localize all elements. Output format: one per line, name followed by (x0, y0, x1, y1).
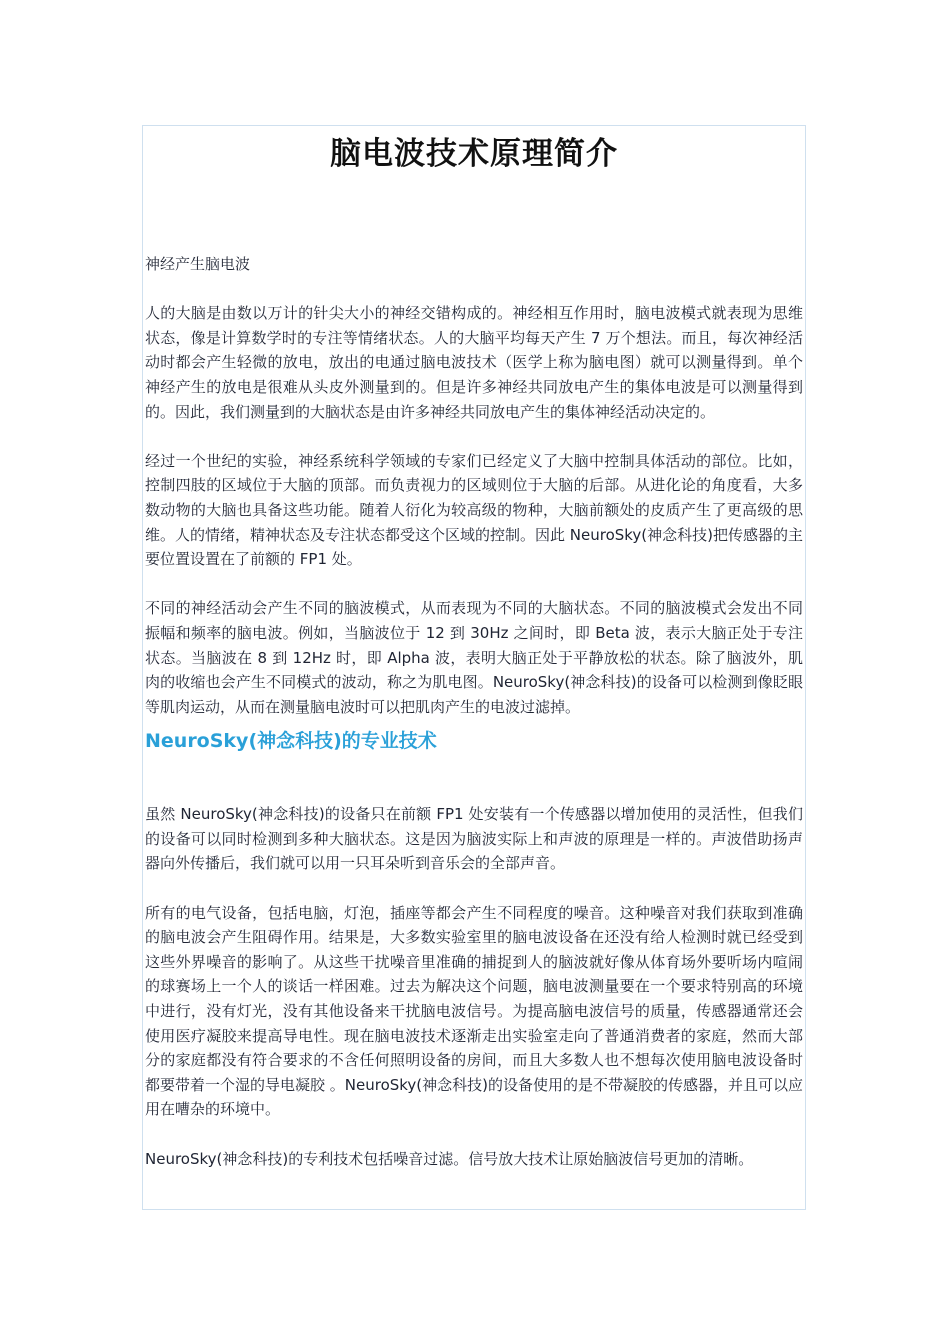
paragraph-patent: NeuroSky(神念科技)的专利技术包括噪音过滤。信号放大技术让原始脑波信号更加的清晰。 (145, 1149, 754, 1168)
paragraph-gap (145, 572, 803, 597)
section-heading-neurosky-tech: NeuroSky(神念科技)的专业技术 (145, 730, 437, 753)
paragraph-gap (145, 424, 803, 449)
heading-gap (145, 758, 803, 802)
paragraph-noise: 所有的电气设备，包括电脑，灯泡，插座等都会产生不同程度的噪音。这种噪音对我们获取到准确的脑电波会产生阻碍作用。结果是，大多数实验室里的脑电波设备在还没有给人检测时就已经受到这些外界噪音的影响了。从这些干扰噪音里准确的捕捉到人的脑波就好像从体育场外要听场内喧闹的球赛场上一个人的谈话一样困难。过去为解决这个问题，脑电波测量要在一个要求特别高的环境中进行，没有灯光，没有其他设备来干扰脑电波信号。为提高脑电波信号的质量，传感器通常还会使用医疗凝胶来提高导电性。现在脑电波技术逐渐走出实验室走向了普通消费者的家庭，然而大部分的家庭都没有符合要求的不含任何照明设备的房间，而且大多数人也不想每次使用脑电波设备时都要带着一个湿的导电凝胶 。NeuroSky(神念科技)的设备使用的是不带凝胶的传感器，并且可以应用在嘈杂的环境中。 (145, 903, 803, 1119)
paragraph-gap (145, 876, 803, 901)
paragraph-wave-patterns: 不同的神经活动会产生不同的脑波模式，从而表现为不同的大脑状态。不同的脑波模式会发出不同振幅和频率的脑电波。例如，当脑波位于 12 到 30Hz 之间时，即 Beta 波，表示大脑正处于专注状态。当脑波在 8 到 12Hz 时，即 Alpha 波，表明大脑正处于平静放松的状态。除了脑波外，肌肉的收缩也会产生不同模式的波动，称之为肌电图。NeuroSky(神念科技)的设备可以检测到像眨眼等肌肉运动，从而在测量脑电波时可以把肌肉产生的电波过滤掉。 (145, 599, 803, 716)
document-page (142, 125, 806, 1210)
paragraph-brain-neurons: 人的大脑是由数以万计的针尖大小的神经交错构成的。神经相互作用时，脑电波模式就表现为思维状态，像是计算数学时的专注等情绪状态。人的大脑平均每天产生 7 万个想法。而且，每次神经活动时都会产生轻微的放电，放出的电通过脑电波技术（医学上称为脑电图）就可以测量得到。单个神经产生的放电是很难从头皮外测量到的。但是许多神经共同放电产生的集体电波是可以测量得到的。因此，我们测量到的大脑状态是由许多神经共同放电产生的集体神经活动决定的。 (145, 304, 803, 421)
section-label-neural-waves: 神经产生脑电波 (145, 255, 251, 273)
document-title: 脑电波技术原理简介 (330, 136, 618, 172)
paragraph-brain-regions: 经过一个世纪的实验，神经系统科学领域的专家们已经定义了大脑中控制具体活动的部位。比如，控制四肢的区域位于大脑的顶部。而负责视力的区域则位于大脑的后部。从进化论的角度看，大多数动物的大脑也具备这些功能。随着人衍化为较高级的物种，大脑前额处的皮质产生了更高级的思维。人的情绪，精神状态及专注状态都受这个区域的控制。因此 NeuroSky(神念科技)把传感器的主要位置设置在了前额的 FP1 处。 (145, 451, 803, 569)
paragraph-gap (145, 1122, 803, 1147)
paragraph-single-sensor: 虽然 NeuroSky(神念科技)的设备只在前额 FP1 处安装有一个传感器以增加使用的灵活性，但我们的设备可以同时检测到多种大脑状态。这是因为脑波实际上和声波的原理是一样的。声波借助扬声器向外传播后，我们就可以用一只耳朵听到音乐会的全部声音。 (145, 805, 803, 873)
paragraph-gap (145, 277, 803, 302)
